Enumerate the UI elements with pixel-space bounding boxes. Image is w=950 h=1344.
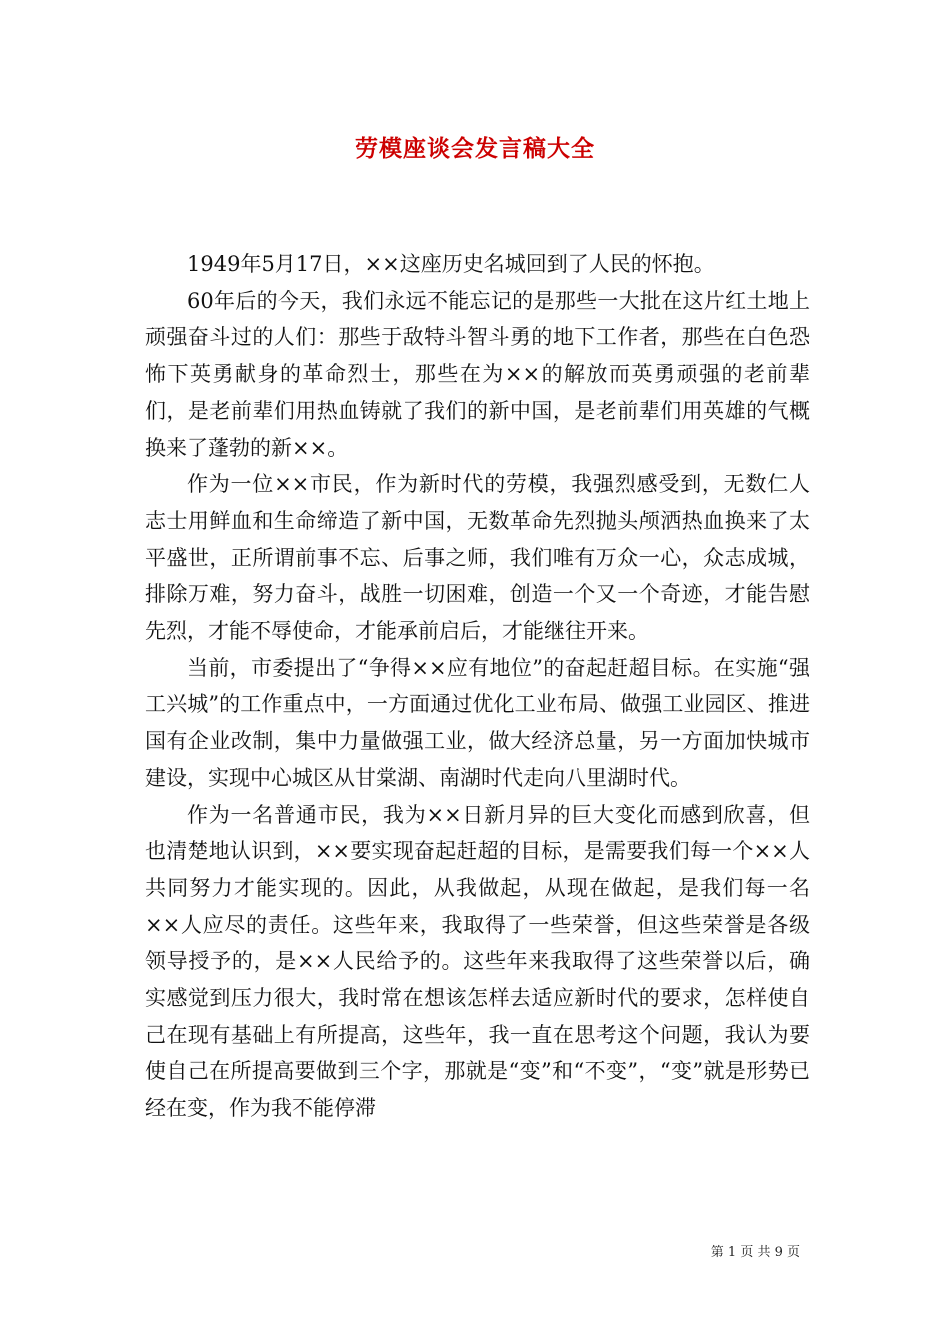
paragraph-4: 当前，市委提出了“争得××应有地位”的奋起赶超目标。在实施“强工兴城”的工作重点中，一方面通过优化工业布局、做强工业园区、推进国有企业改制，集中力量做强工业，做大经济总量，另一方面加快城市建设，实现中心城区从甘棠湖、南湖时代走向八里湖时代。: [145, 655, 810, 790]
page-number-footer: 第 1 页 共 9 页: [710, 1245, 800, 1260]
paragraph-2: 60年后的今天，我们永远不能忘记的是那些一大批在这片红土地上顽强奋斗过的人们：那些于敌特斗智斗勇的地下工作者，那些在白色恐怖下英勇献身的革命烈士，那些在为××的解放而英勇顽强的老前辈们，是老前辈们用热血铸就了我们的新中国，是老前辈们用英雄的气概换来了蓬勃的新××。: [145, 288, 810, 460]
paragraph-3: 作为一位××市民，作为新时代的劳模，我强烈感受到，无数仁人志士用鲜血和生命缔造了新中国，无数革命先烈抛头颅洒热血换来了太平盛世，正所谓前事不忘、后事之师，我们唯有万众一心，众志成城，排除万难，努力奋斗，战胜一切困难，创造一个又一个奇迹，才能告慰先烈，才能不辱使命，才能承前启后，才能继往开来。: [145, 472, 810, 644]
document-body: [145, 246, 810, 1127]
document-title: 劳模座谈会发言稿大全: [355, 135, 595, 162]
paragraph-5: 作为一名普通市民，我为××日新月异的巨大变化而感到欣喜，但也清楚地认识到，××要实现奋起赶超的目标，是需要我们每一个××人共同努力才能实现的。因此，从我做起，从现在做起，是我们每一名××人应尽的责任。这些年来，我取得了一些荣誉，但这些荣誉是各级领导授予的，是××人民给予的。这些年来我取得了这些荣誉以后，确实感觉到压力很大，我时常在想该怎样去适应新时代的要求，怎样使自己在现有基础上有所提高，这些年，我一直在思考这个问题，我认为要使自己在所提高要做到三个字，那就是“变”和“不变”，“变”就是形势已经在变，作为我不能停滞: [145, 802, 810, 1121]
paragraph-1: 1949年5月17日，××这座历史名城回到了人民的怀抱。: [187, 252, 715, 276]
